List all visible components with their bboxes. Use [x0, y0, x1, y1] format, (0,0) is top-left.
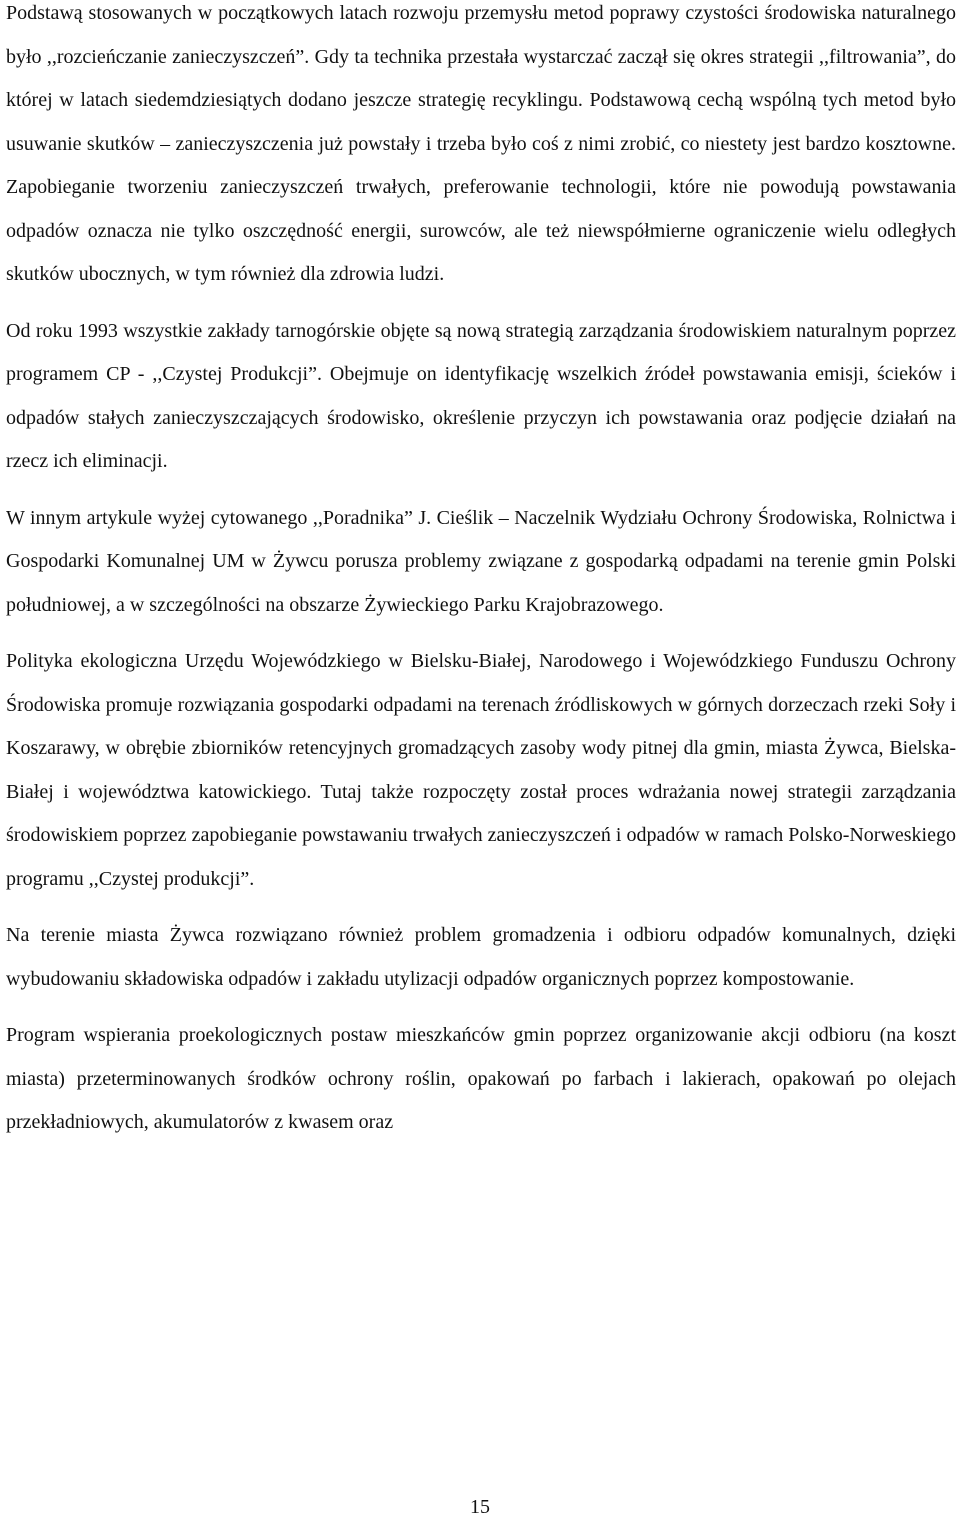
paragraph-6: Program wspierania proekologicznych postaw mieszkańców gmin poprzez organizowanie akcji odbioru (na koszt miasta) przeterminowanych środków ochrony roślin, opakowań po farbach i lakierach, opakowań po olejach przekładniowych, akumulatorów z kwasem oraz	[6, 1024, 956, 1133]
page-number: 15	[470, 1496, 490, 1518]
paragraph-2: Od roku 1993 wszystkie zakłady tarnogórskie objęte są nową strategią zarządzania środowiskiem naturalnym poprzez programem CP - ,,Czystej Produkcji”. Obejmuje on identyfikację wszelkich źródeł powstawania emisji, ścieków i odpadów stałych zanieczyszczających środowisko, określenie przyczyn ich powstawania oraz podjęcie działań na rzecz ich eliminacji.	[6, 319, 956, 472]
document-body	[6, 0, 956, 1158]
paragraph-4: Polityka ekologiczna Urzędu Wojewódzkiego w Bielsku-Białej, Narodowego i Wojewódzkiego Funduszu Ochrony Środowiska promuje rozwiązania gospodarki odpadami na terenach źródliskowych w górnych dorzeczach rzeki Soły i Koszarawy, w obrębie zbiorników retencyjnych gromadzących zasoby wody pitnej dla gmin, miasta Żywca, Bielska-Białej i województwa katowickiego. Tutaj także rozpoczęty został proces wdrażania nowej strategii zarządzania środowiskiem poprzez zapobieganie powstawaniu trwałych zanieczyszczeń i odpadów w ramach Polsko-Norweskiego programu ,,Czystej produkcji”.	[6, 650, 956, 890]
paragraph-5: Na terenie miasta Żywca rozwiązano również problem gromadzenia i odbioru odpadów komunalnych, dzięki wybudowaniu składowiska odpadów i zakładu utylizacji odpadów organicznych poprzez kompostowanie.	[6, 924, 956, 990]
paragraph-3: W innym artykule wyżej cytowanego ,,Poradnika” J. Cieślik – Naczelnik Wydziału Ochrony Środowiska, Rolnictwa i Gospodarki Komunalnej UM w Żywcu porusza problemy związane z gospodarką odpadami na terenie gmin Polski południowej, a w szczególności na obszarze Żywieckiego Parku Krajobrazowego.	[6, 506, 956, 616]
paragraph-1: Podstawą stosowanych w początkowych latach rozwoju przemysłu metod poprawy czystości środowiska naturalnego było ,,rozcieńczanie zanieczyszczeń”. Gdy ta technika przestała wystarczać zaczął się okres strategii ,,filtrowania”, do której w latach siedemdziesiątych dodano jeszcze strategię recyklingu. Podstawową cechą wspólną tych metod było usuwanie skutków – zanieczyszczenia już powstały i trzeba było coś z nimi zrobić, co niestety jest bardzo kosztowne. Zapobieganie tworzeniu zanieczyszczeń trwałych, preferowanie technologii, które nie powodują powstawania odpadów oznacza nie tylko oszczędność energii, surowców, ale też niewspółmierne ograniczenie wielu odległych skutków ubocznych, w tym również dla zdrowia ludzi.	[6, 2, 956, 285]
